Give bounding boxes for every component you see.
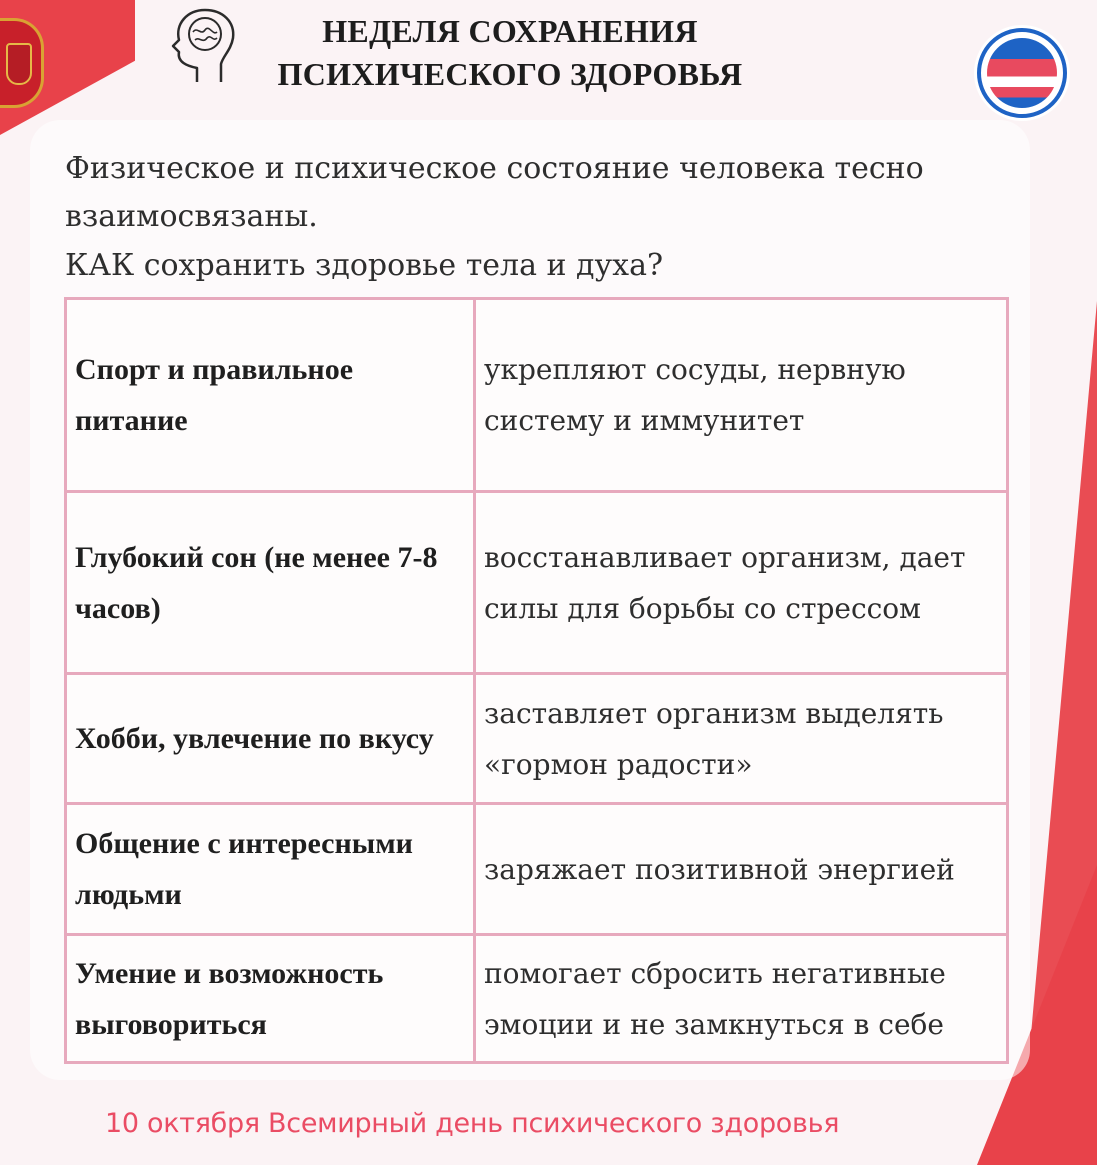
- table-cell-key: Хобби, увлечение по вкусу: [66, 674, 475, 804]
- table-cell-value: укрепляют сосуды, нервную систему и иммунитет: [475, 299, 1008, 492]
- organization-logo: [977, 28, 1067, 118]
- page-title: [250, 10, 770, 96]
- intro-question: КАК сохранить здоровье тела и духа?: [65, 248, 664, 283]
- footer-caption: 10 октября Всемирный день психического здоровья: [105, 1108, 840, 1139]
- table-row: [66, 804, 1008, 935]
- table-cell-value: восстанавливает организм, дает силы для борьбы со стрессом: [475, 492, 1008, 674]
- table-cell-key: Глубокий сон (не менее 7-8 часов): [66, 492, 475, 674]
- intro-statement: Физическое и психическое состояние человека тесно взаимосвязаны.: [65, 151, 924, 234]
- table-row: [66, 935, 1008, 1063]
- table-cell-key: Спорт и правильное питание: [66, 299, 475, 492]
- table-cell-key: Общение с интересными людьми: [66, 804, 475, 935]
- table-cell-key: Умение и возможность выговориться: [66, 935, 475, 1063]
- table-cell-value: помогает сбросить негативные эмоции и не замкнуться в себе: [475, 935, 1008, 1063]
- page-title-line1: НЕДЕЛЯ СОХРАНЕНИЯ: [322, 13, 698, 49]
- page-title-line2: ПСИХИЧЕСКОГО ЗДОРОВЬЯ: [277, 56, 743, 92]
- organization-logo-inner: [987, 38, 1057, 108]
- health-tips-table: [64, 297, 1009, 1064]
- table-cell-value: заставляет организм выделять «гормон радости»: [475, 674, 1008, 804]
- table-row: [66, 299, 1008, 492]
- table-row: [66, 674, 1008, 804]
- coat-of-arms-emblem: [0, 18, 44, 108]
- table-row: [66, 492, 1008, 674]
- head-brain-icon: [167, 6, 239, 86]
- table-cell-value: заряжает позитивной энергией: [475, 804, 1008, 935]
